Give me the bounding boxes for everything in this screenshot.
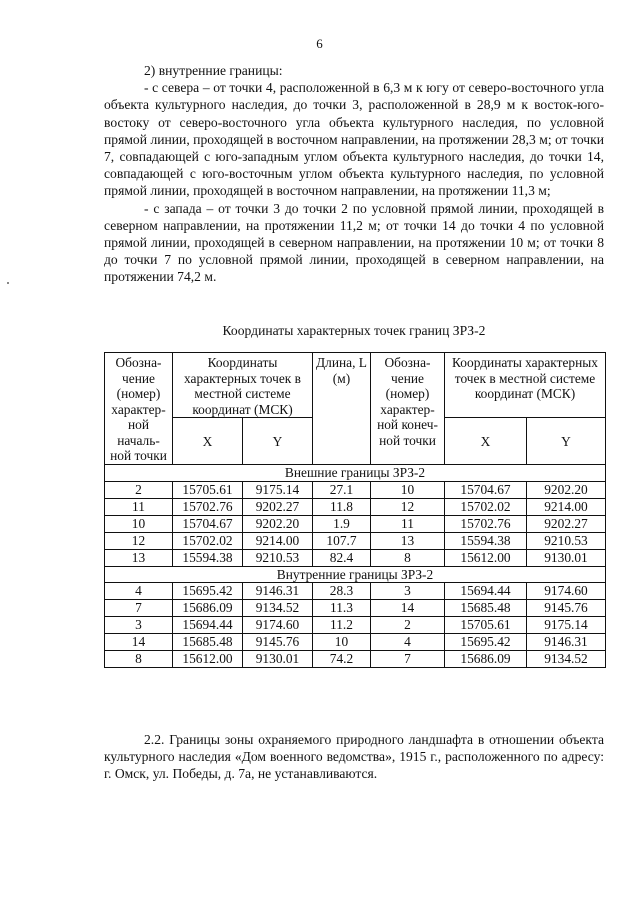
table-header-row <box>105 353 606 418</box>
header-start-point: Обозна-чение (номер) характер-ной началь-ной точки <box>105 353 173 465</box>
page-number: 6 <box>316 36 323 51</box>
cell-end-point: 11 <box>371 515 445 532</box>
cell-length: 11.3 <box>313 600 371 617</box>
cell-x-start: 15612.00 <box>173 651 243 668</box>
cell-end-point: 10 <box>371 481 445 498</box>
cell-x-start: 15705.61 <box>173 481 243 498</box>
cell-y-end: 9145.76 <box>527 600 606 617</box>
inner-boundaries-heading: 2) внутренние границы: <box>144 63 283 78</box>
cell-start-point: 3 <box>105 617 173 634</box>
cell-length: 82.4 <box>313 549 371 566</box>
table-row <box>105 617 606 634</box>
section-2-2 <box>104 731 604 783</box>
cell-x-start: 15695.42 <box>173 583 243 600</box>
cell-end-point: 14 <box>371 600 445 617</box>
table-title: Координаты характерных точек границ ЗРЗ-2 <box>222 323 486 338</box>
cell-x-end: 15702.02 <box>445 498 527 515</box>
cell-length: 27.1 <box>313 481 371 498</box>
cell-x-start: 15702.76 <box>173 498 243 515</box>
table-row <box>105 600 606 617</box>
cell-start-point: 7 <box>105 600 173 617</box>
cell-length: 28.3 <box>313 583 371 600</box>
margin-dot <box>7 282 9 284</box>
section-outer-label: Внешние границы ЗРЗ-2 <box>105 465 606 482</box>
cell-x-start: 15694.44 <box>173 617 243 634</box>
cell-y-start: 9174.60 <box>243 617 313 634</box>
cell-start-point: 13 <box>105 549 173 566</box>
cell-end-point: 2 <box>371 617 445 634</box>
header-coords-right: Координаты характерных точек в местной системе координат (МСК) <box>445 353 606 418</box>
table-row <box>105 549 606 566</box>
cell-y-end: 9175.14 <box>527 617 606 634</box>
cell-y-start: 9210.53 <box>243 549 313 566</box>
cell-y-end: 9174.60 <box>527 583 606 600</box>
section-row-outer <box>105 465 606 482</box>
cell-x-start: 15594.38 <box>173 549 243 566</box>
table-row <box>105 481 606 498</box>
cell-x-end: 15695.42 <box>445 634 527 651</box>
cell-y-end: 9202.27 <box>527 515 606 532</box>
cell-end-point: 12 <box>371 498 445 515</box>
inner-rows <box>105 583 606 668</box>
cell-start-point: 8 <box>105 651 173 668</box>
cell-y-start: 9202.20 <box>243 515 313 532</box>
table-row <box>105 634 606 651</box>
cell-x-end: 15705.61 <box>445 617 527 634</box>
cell-y-end: 9214.00 <box>527 498 606 515</box>
inner-boundaries-section <box>104 62 604 286</box>
table-row <box>105 583 606 600</box>
header-x-right: X <box>445 418 527 465</box>
header-y-left: Y <box>243 418 313 465</box>
cell-start-point: 10 <box>105 515 173 532</box>
cell-x-start: 15685.48 <box>173 634 243 651</box>
cell-end-point: 13 <box>371 532 445 549</box>
table-row <box>105 498 606 515</box>
cell-y-start: 9145.76 <box>243 634 313 651</box>
table-row <box>105 651 606 668</box>
cell-x-end: 15702.76 <box>445 515 527 532</box>
cell-y-start: 9214.00 <box>243 532 313 549</box>
cell-y-end: 9146.31 <box>527 634 606 651</box>
cell-y-end: 9202.20 <box>527 481 606 498</box>
cell-x-end: 15694.44 <box>445 583 527 600</box>
cell-end-point: 7 <box>371 651 445 668</box>
cell-x-end: 15686.09 <box>445 651 527 668</box>
section-inner-label: Внутренние границы ЗРЗ-2 <box>105 566 606 583</box>
cell-length: 10 <box>313 634 371 651</box>
cell-start-point: 2 <box>105 481 173 498</box>
section-row-inner <box>105 566 606 583</box>
cell-start-point: 11 <box>105 498 173 515</box>
header-coords-left: Координаты характерных точек в местной системе координат (МСК) <box>173 353 313 418</box>
cell-length: 1.9 <box>313 515 371 532</box>
cell-y-end: 9210.53 <box>527 532 606 549</box>
outer-rows <box>105 481 606 566</box>
header-y-right: Y <box>527 418 606 465</box>
cell-start-point: 14 <box>105 634 173 651</box>
cell-x-start: 15686.09 <box>173 600 243 617</box>
cell-x-start: 15704.67 <box>173 515 243 532</box>
cell-y-end: 9134.52 <box>527 651 606 668</box>
west-boundary-paragraph: - с запада – от точки 3 до точки 2 по условной прямой линии, проходящей в северном направлении, на протяжении 11,2 м; от точки 14 до точки 4 по условной прямой линии, проходящей в северном направлении, на протяжении 10 м; от точки 8 до точки 7 по условной прямой линии, проходящей в северном направлении, на протяжении 74,2 м. <box>104 200 604 285</box>
header-end-point: Обозна-чение (номер) характер-ной конеч-ной точки <box>371 353 445 465</box>
section-2-2-paragraph: 2.2. Границы зоны охраняемого природного ландшафта в отношении объекта культурного наследия «Дом военного ведомства», 1915 г., расположенного по адресу: г. Омск, ул. Победы, д. 7а, не устанавливаются. <box>104 732 604 782</box>
cell-length: 74.2 <box>313 651 371 668</box>
cell-x-end: 15685.48 <box>445 600 527 617</box>
coordinates-table <box>104 352 606 668</box>
cell-y-start: 9202.27 <box>243 498 313 515</box>
cell-end-point: 4 <box>371 634 445 651</box>
cell-y-start: 9175.14 <box>243 481 313 498</box>
cell-x-end: 15704.67 <box>445 481 527 498</box>
table-row <box>105 515 606 532</box>
cell-end-point: 3 <box>371 583 445 600</box>
cell-x-end: 15612.00 <box>445 549 527 566</box>
cell-y-start: 9134.52 <box>243 600 313 617</box>
cell-y-start: 9130.01 <box>243 651 313 668</box>
cell-length: 107.7 <box>313 532 371 549</box>
cell-end-point: 8 <box>371 549 445 566</box>
header-x-left: X <box>173 418 243 465</box>
cell-start-point: 12 <box>105 532 173 549</box>
cell-x-start: 15702.02 <box>173 532 243 549</box>
cell-y-start: 9146.31 <box>243 583 313 600</box>
north-boundary-paragraph: - с севера – от точки 4, расположенной в 6,3 м к югу от северо-восточного угла объекта культурного наследия, до точки 3, расположенной в 28,9 м к восток-юго-востоку от северо-восточного угла объекта культурного наследия, по условной прямой линии, проходящей в восточном направлении, на протяжении 28,3 м; от точки 7, совпадающей с юго-западным углом объекта культурного наследия, до точки 14, совпадающей с юго-восточным углом объекта культурного наследия, по условной прямой линии, проходящей в восточном направлении, на протяжении 11,3 м; <box>104 80 604 199</box>
cell-length: 11.2 <box>313 617 371 634</box>
cell-start-point: 4 <box>105 583 173 600</box>
header-length: Длина, L (м) <box>313 353 371 465</box>
cell-length: 11.8 <box>313 498 371 515</box>
cell-x-end: 15594.38 <box>445 532 527 549</box>
table-row <box>105 532 606 549</box>
cell-y-end: 9130.01 <box>527 549 606 566</box>
